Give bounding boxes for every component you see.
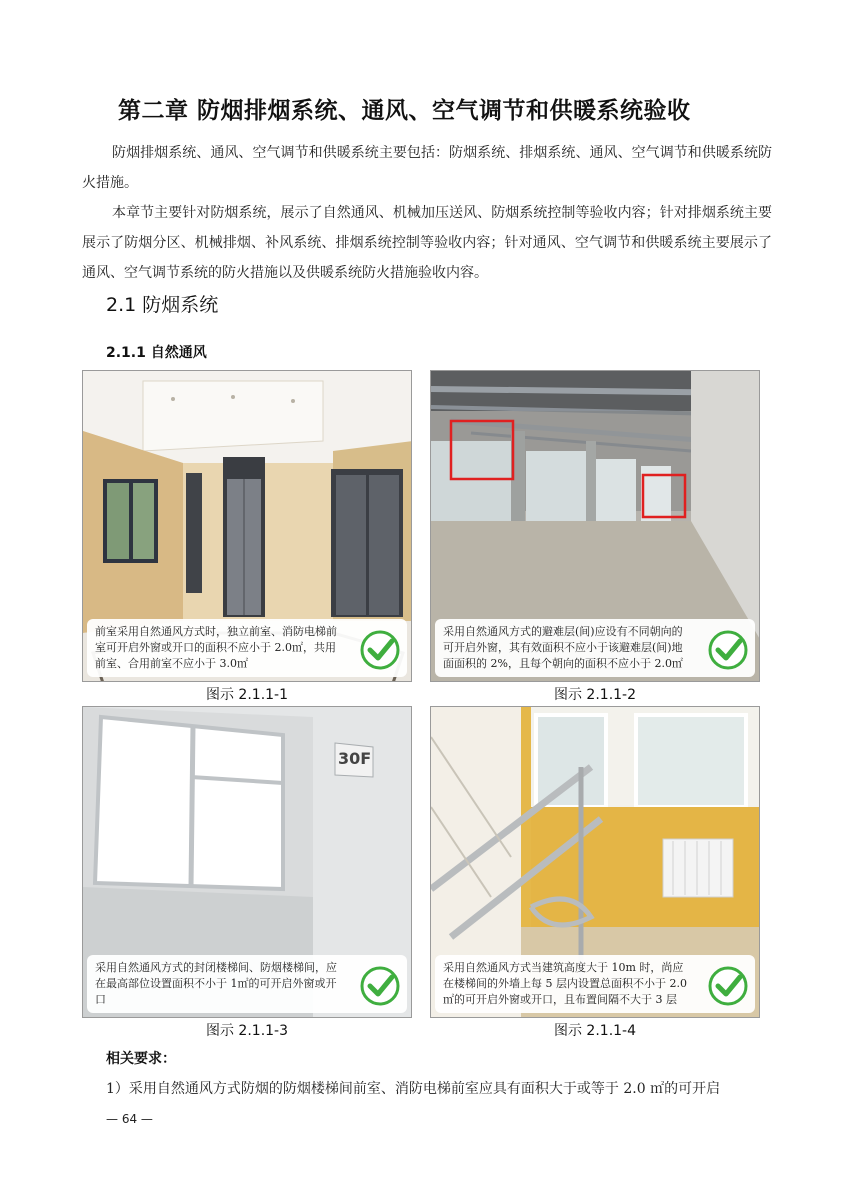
- figure-3: [82, 706, 412, 1018]
- floor-sign: 30F: [338, 749, 372, 768]
- figure-4: [430, 706, 760, 1018]
- check-circle-icon: [359, 965, 401, 1007]
- check-circle-icon: [359, 629, 401, 671]
- figure-4-caption: 采用自然通风方式当建筑高度大于 10m 时，尚应在楼梯间的外墙上每 5 层内设置总面积不小于 2.0㎡的可开启外窗或开口，且布置间隔不大于 3 层: [435, 955, 755, 1013]
- page-number: — 64 —: [106, 1112, 153, 1126]
- section-title: 2.1 防烟系统: [106, 294, 219, 316]
- figure-1-label: 图示 2.1.1-1: [205, 687, 289, 703]
- check-circle-icon: [707, 965, 749, 1007]
- intro-paragraph-1: 防烟排烟系统、通风、空气调节和供暖系统主要包括：防烟系统、排烟系统、通风、空气调节和供暖系统防火措施。: [82, 145, 772, 191]
- check-circle-icon: [707, 629, 749, 671]
- intro-paragraph-2: 本章节主要针对防烟系统，展示了自然通风、机械加压送风、防烟系统控制等验收内容；针对排烟系统主要展示了防烟分区、机械排烟、补风系统、排烟系统控制等验收内容；针对通风、空气调节和供暖系统主要展示了通风、空气调节系统的防火措施以及供暖系统防火措施验收内容。: [82, 205, 772, 281]
- figure-1: [82, 370, 412, 682]
- figure-2: [430, 370, 760, 682]
- subsection-title: 2.1.1 自然通风: [106, 345, 207, 361]
- chapter-title: 第二章 防烟排烟系统、通风、空气调节和供暖系统验收: [118, 98, 691, 124]
- figure-1-caption: 前室采用自然通风方式时，独立前室、消防电梯前室可开启外窗或开口的面积不应小于 2.0㎡，共用前室、合用前室不应小于 3.0㎡: [87, 619, 407, 677]
- figure-2-label: 图示 2.1.1-2: [553, 687, 637, 703]
- figure-3-label: 图示 2.1.1-3: [205, 1023, 289, 1039]
- figure-2-caption: 采用自然通风方式的避难层(间)应设有不同朝向的可开启外窗，其有效面积不应小于该避难层(间)地面面积的 2%，且每个朝向的面积不应小于 2.0㎡: [435, 619, 755, 677]
- figure-4-label: 图示 2.1.1-4: [553, 1023, 637, 1039]
- figure-3-caption: 采用自然通风方式的封闭楼梯间、防烟楼梯间，应在最高部位设置面积不小于 1㎡的可开启外窗或开口: [87, 955, 407, 1013]
- requirement-item-1: 1）采用自然通风方式防烟的防烟楼梯间前室、消防电梯前室应具有面积大于或等于 2.0 ㎡的可开启: [106, 1081, 721, 1097]
- requirements-title: 相关要求：: [106, 1051, 176, 1067]
